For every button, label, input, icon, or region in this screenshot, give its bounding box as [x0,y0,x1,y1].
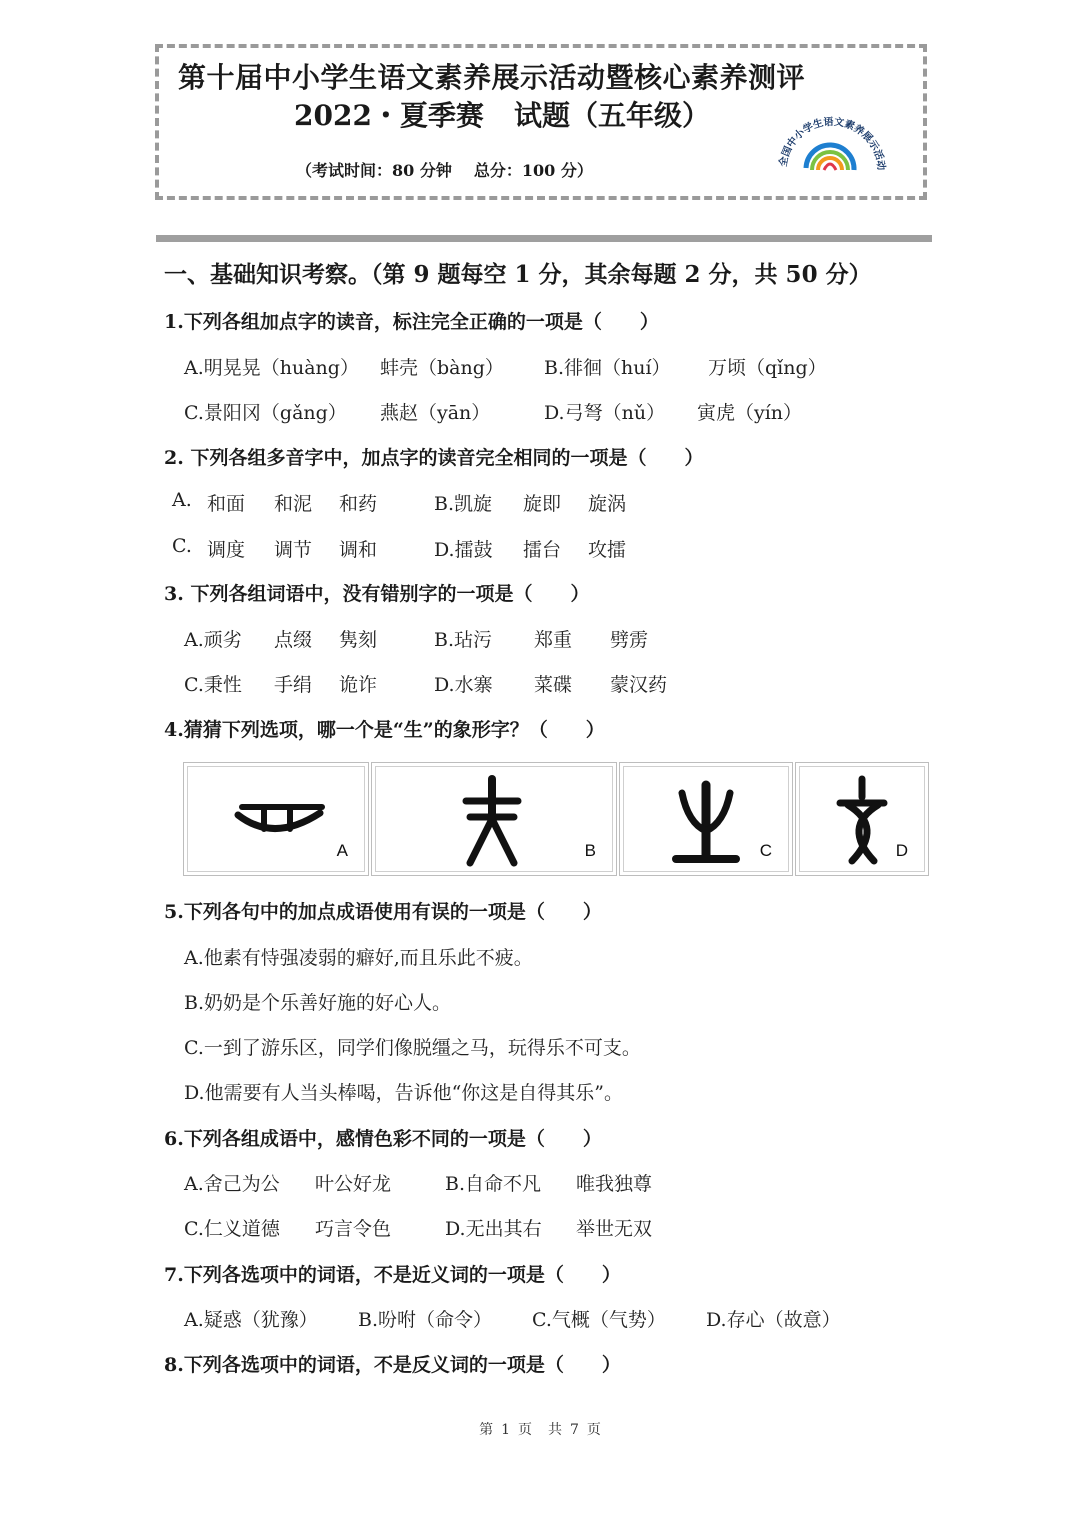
option-text: B.吩咐（命令） [358,1309,493,1331]
exam-info [296,158,593,181]
exam-subtitle [294,94,710,134]
question-stem: 5.下列各句中的加点成语使用有误的一项是（ ） [164,901,602,923]
option-text: 手绢 [274,674,313,696]
option-text: D.弓弩（nǔ） [544,402,666,424]
option-text: C.气概（气势） [532,1309,666,1331]
question-stem: 2. 下列各组多音字中，加点字的读音完全相同的一项是（ ） [164,447,704,469]
option-text: A.他素有恃强凌弱的癖好,而且乐此不疲。 [184,947,533,969]
event-logo [766,100,896,200]
exam-total-score: 总分：100 分） [473,161,593,180]
option-text: 调节 [274,539,313,561]
option-letter: C [759,841,772,860]
option-text: 唯我独尊 [576,1173,653,1195]
option-text: 隽刻 [339,629,378,651]
option-letter: D [895,841,908,860]
option-label: C. [172,535,192,557]
option-text: A.疑惑（犹豫） [184,1309,318,1331]
option-text: 郑重 [534,629,573,651]
exam-grade: 试题（五年级） [513,99,710,132]
option-text: 调和 [339,539,378,561]
option-text: B.玷污 [434,629,493,651]
option-text: 旋涡 [588,493,627,515]
pictograph-a-icon [224,785,344,855]
option-text: A.明晃晃（huàng） [184,357,359,379]
question-stem: 4.猜猜下列选项，哪一个是“生”的象形字？（ ） [164,719,605,741]
question-stem: 8.下列各选项中的词语，不是反义词的一项是（ ） [164,1354,621,1376]
option-text: B.凯旋 [434,493,493,515]
pictograph-b-icon [452,771,532,871]
pictograph-options [183,762,929,876]
option-text: D.他需要有人当头棒喝，告诉他“你这是自得其乐”。 [184,1082,624,1104]
option-text: 巧言令色 [315,1218,392,1240]
question-stem: 3. 下列各组词语中，没有错别字的一项是（ ） [164,583,590,605]
option-text: B.奶奶是个乐善好施的好心人。 [184,992,452,1014]
option-text: 菜碟 [534,674,573,696]
exam-time: （考试时间：80 分钟 [296,161,452,180]
question-stem: 1.下列各组加点字的读音，标注完全正确的一项是（ ） [164,311,659,333]
option-text: A.顽劣 [184,629,242,651]
pictograph-c-icon [666,771,746,871]
option-text: 点缀 [274,629,313,651]
option-text: 举世无双 [576,1218,653,1240]
option-text: 攻擂 [588,539,627,561]
option-text: C.景阳冈（gǎng） [184,402,347,424]
option-text: D.擂鼓 [434,539,493,561]
option-text: 调度 [207,539,246,561]
option-letter: B [584,841,596,860]
option-text: C.仁义道德 [184,1218,280,1240]
option-text: B.徘徊（huí） [544,357,671,379]
exam-year: 2022・夏季赛 [294,99,484,132]
option-text: 和面 [207,493,246,515]
option-text: B.自命不凡 [445,1173,542,1195]
option-text: 蚌壳（bàng） [380,357,504,379]
logo-text: 全国中小学生语文素养展示活动 [778,116,887,171]
header-divider [156,235,932,242]
page-number: 第 1 页 共 7 页 [479,1422,601,1438]
question-stem: 6.下列各组成语中，感情色彩不同的一项是（ ） [164,1128,602,1150]
option-text: 寅虎（yín） [697,402,803,424]
logo-emblem-icon [766,100,896,200]
pictograph-option-b [371,762,617,876]
option-letter: A [336,841,348,860]
option-text: A.舍己为公 [184,1173,280,1195]
option-text: 擂台 [523,539,562,561]
option-text: D.无出其右 [445,1218,542,1240]
option-text: 诡诈 [339,674,378,696]
total-pages: 7 [570,1422,579,1438]
option-text: 叶公好龙 [315,1173,392,1195]
pictograph-d-icon [822,771,902,871]
option-text: 和药 [339,493,378,515]
option-text: 劈雳 [610,629,649,651]
option-text: 旋即 [523,493,562,515]
option-text: D.水寨 [434,674,493,696]
option-text: C.秉性 [184,674,242,696]
pictograph-option-d [795,762,929,876]
option-text: 燕赵（yān） [380,402,491,424]
current-page: 1 [501,1422,510,1438]
option-text: 万顷（qǐng） [708,357,827,379]
question-stem: 7.下列各选项中的词语，不是近义词的一项是（ ） [164,1264,621,1286]
option-text: 和泥 [274,493,313,515]
pictograph-option-c [619,762,793,876]
option-label: A. [172,489,192,511]
option-text: C.一到了游乐区，同学们像脱缰之马，玩得乐不可支。 [184,1037,641,1059]
exam-title: 第十届中小学生语文素养展示活动暨核心素养测评 [178,61,806,94]
option-text: 蒙汉药 [610,674,668,696]
section-title: 一、基础知识考察。（第 9 题每空 1 分，其余每题 2 分，共 50 分） [164,261,872,288]
option-text: D.存心（故意） [706,1309,841,1331]
pictograph-option-a [183,762,369,876]
